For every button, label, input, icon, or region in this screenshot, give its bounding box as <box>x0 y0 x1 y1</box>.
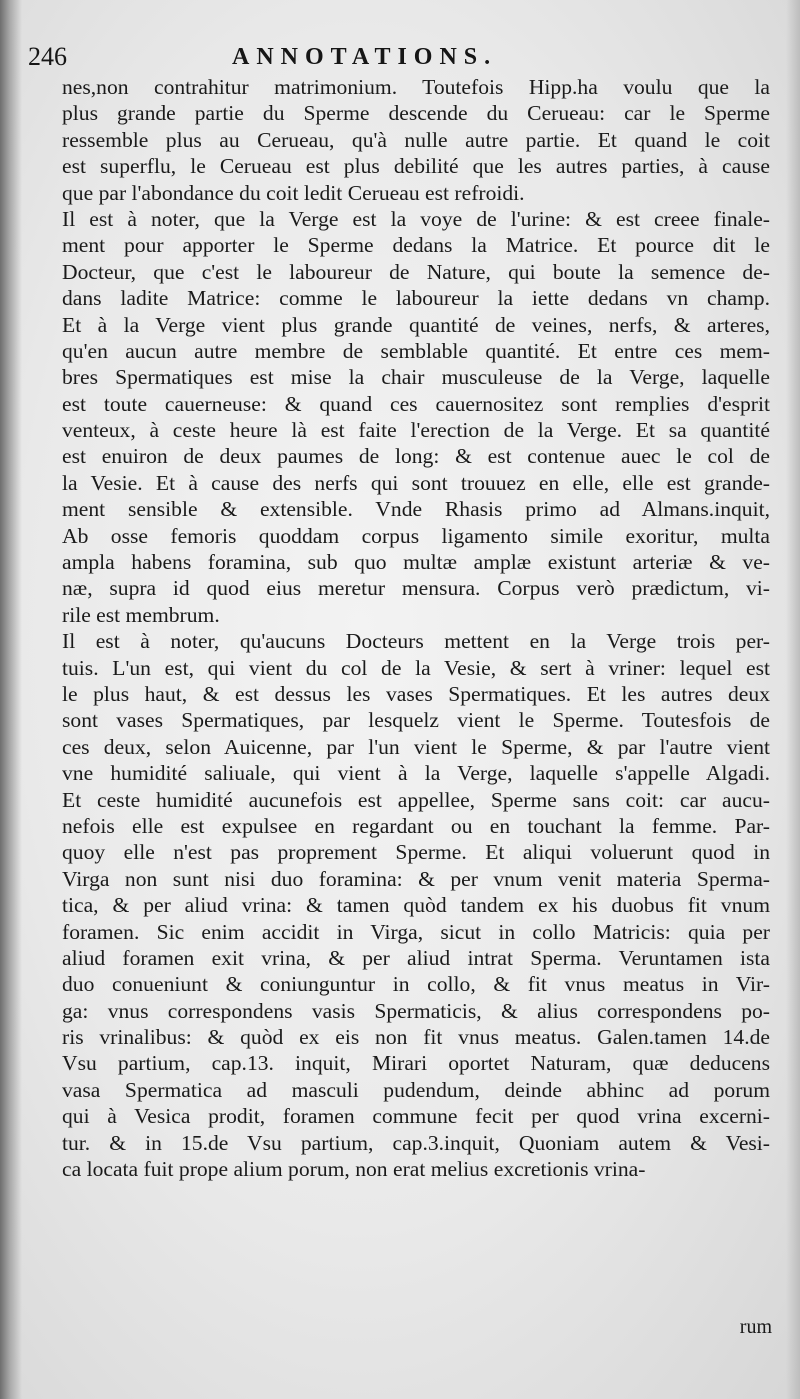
text-line: Et ceste humidité aucunefois est appellee, Sperme sans coit: car aucu- <box>62 787 770 812</box>
text-line: est superflu, le Cerueau est plus debilité que les autres parties, à cause <box>62 154 770 179</box>
text-line: ressemble plus au Cerueau, qu'à nulle autre partie. Et quand le coit <box>62 127 770 152</box>
text-line: Il est à noter, qu'aucuns Docteurs mettent en la Verge trois per- <box>62 629 770 654</box>
text-line: ca locata fuit prope alium porum, non erat melius excretionis vrina- <box>62 1157 646 1182</box>
paragraph <box>62 628 770 1182</box>
text-line: rile est membrum. <box>62 602 220 627</box>
text-line: Ab osse femoris quoddam corpus ligamento simile exoritur, multa <box>62 523 770 548</box>
text-line: qui à Vesica prodit, foramen commune fecit per quod vrina excerni- <box>62 1104 770 1129</box>
text-line: dans ladite Matrice: comme le laboureur la iette dedans vn champ. <box>62 286 770 311</box>
text-line: que par l'abondance du coit ledit Cerueau est refroidi. <box>62 180 525 205</box>
text-line: Virga non sunt nisi duo foramina: & per vnum venit materia Sperma- <box>62 866 770 891</box>
paragraph <box>62 74 770 206</box>
page-edge-shadow <box>786 0 800 1399</box>
text-line: foramen. Sic enim accidit in Virga, sicut in collo Matricis: quia per <box>62 919 770 944</box>
running-head: ANNOTATIONS. <box>232 44 498 70</box>
text-line: venteux, à ceste heure là est faite l'erection de la Verge. Et sa quantité <box>62 418 770 443</box>
text-line: ces deux, selon Auicenne, par l'un vient le Sperme, & par l'autre vient <box>62 734 770 759</box>
text-line: est enuiron de deux paumes de long: & est contenue auec le col de <box>62 444 770 469</box>
text-line: ampla habens foramina, sub quo multæ amplæ existunt arteriæ & ve- <box>62 550 770 575</box>
text-line: nes,non contrahitur matrimonium. Toutefois Hipp.ha voulu que la <box>62 75 770 99</box>
text-line: nefois elle est expulsee en regardant ou en touchant la femme. Par- <box>62 813 770 838</box>
text-line: vasa Spermatica ad masculi pudendum, deinde abhinc ad porum <box>62 1077 770 1102</box>
text-line: Il est à noter, que la Verge est la voye de l'urine: & est creee finale- <box>62 206 770 231</box>
text-line: vne humidité saliuale, qui vient à la Verge, laquelle s'appelle Algadi. <box>62 761 770 786</box>
text-line: aliud foramen exit vrina, & per aliud intrat Sperma. Veruntamen ista <box>62 945 770 970</box>
text-line: ment sensible & extensible. Vnde Rhasis primo ad Almans.inquit, <box>62 497 770 522</box>
text-line: le plus haut, & est dessus les vases Spermatiques. Et les autres deux <box>62 681 770 706</box>
text-line: ris vrinalibus: & quòd ex eis non fit vnus meatus. Galen.tamen 14.de <box>62 1025 770 1050</box>
body-text <box>62 74 770 1182</box>
text-line: Docteur, que c'est le laboureur de Nature, qui boute la semence de- <box>62 259 770 284</box>
text-line: la Vesie. Et à cause des nerfs qui sont trouuez en elle, elle est grande- <box>62 470 770 495</box>
text-line: Vsu partium, cap.13. inquit, Mirari oportet Naturam, quæ deducens <box>62 1051 770 1076</box>
text-line: ment pour apporter le Sperme dedans la Matrice. Et pource dit le <box>62 233 770 258</box>
text-line: sont vases Spermatiques, par lesquelz vient le Sperme. Toutesfois de <box>62 708 770 733</box>
text-line: tur. & in 15.de Vsu partium, cap.3.inquit, Quoniam autem & Vesi- <box>62 1130 770 1155</box>
text-line: bres Spermatiques est mise la chair musculeuse de la Verge, laquelle <box>62 365 770 390</box>
catchword: rum <box>739 1316 772 1338</box>
paragraph <box>62 206 770 628</box>
binding-gutter-shadow <box>0 0 22 1399</box>
text-line: næ, supra id quod eius meretur mensura. Corpus verò prædictum, vi- <box>62 576 770 601</box>
text-line: ga: vnus correspondens vasis Spermaticis, & alius correspondens po- <box>62 998 770 1023</box>
text-line: Et à la Verge vient plus grande quantité de veines, nerfs, & arteres, <box>62 312 770 337</box>
page-number: 246 <box>28 42 67 71</box>
text-line: quoy elle n'est pas proprement Sperme. Et aliqui voluerunt quod in <box>62 840 770 865</box>
text-line: tuis. L'un est, qui vient du col de la Vesie, & sert à vriner: lequel est <box>62 655 770 680</box>
text-line: plus grande partie du Sperme descende du Cerueau: car le Sperme <box>62 101 770 126</box>
text-line: tica, & per aliud vrina: & tamen quòd tandem ex his duobus fit vnum <box>62 893 770 918</box>
text-line: est toute cauerneuse: & quand ces cauernositez sont remplies d'esprit <box>62 391 770 416</box>
text-line: duo conueniunt & coniunguntur in collo, & fit vnus meatus in Vir- <box>62 972 770 997</box>
text-line: qu'en aucun autre membre de semblable quantité. Et entre ces mem- <box>62 338 770 363</box>
